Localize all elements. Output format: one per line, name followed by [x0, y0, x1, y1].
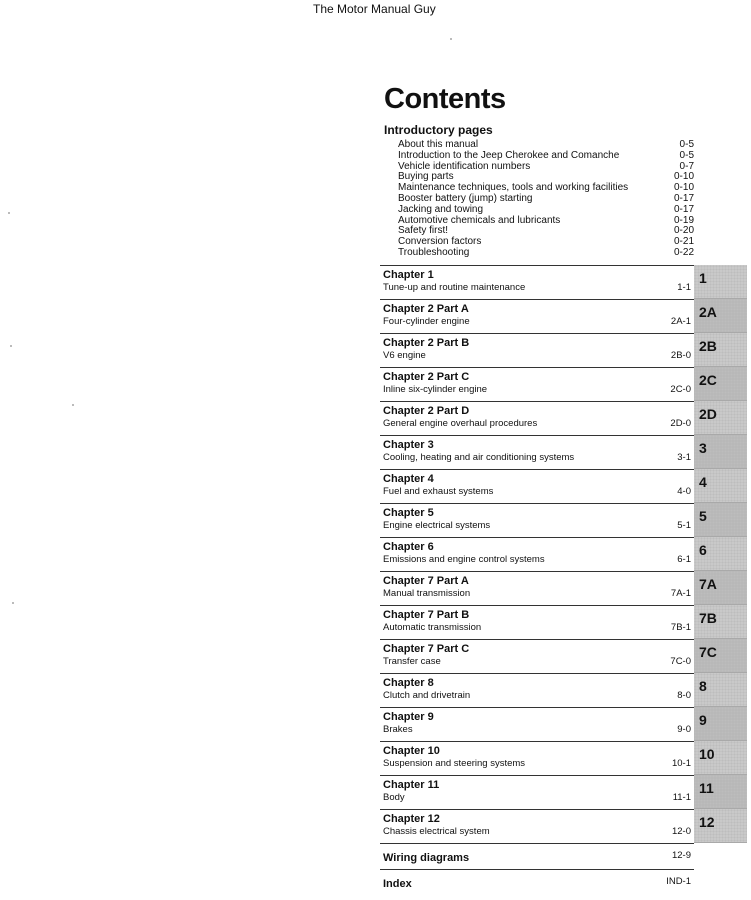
chapter-tab[interactable]: 5	[694, 503, 747, 537]
scan-speck	[10, 345, 12, 347]
chapter-entry[interactable]: Chapter 12 Chassis electrical system 12-0	[380, 809, 694, 843]
chapter-tab[interactable]: 6	[694, 537, 747, 571]
chapter-entry[interactable]: Chapter 7 Part B Automatic transmission 7B-1	[380, 605, 694, 639]
chapter-entry[interactable]: Chapter 2 Part C Inline six-cylinder engine 2C-0	[380, 367, 694, 401]
chapter-tab[interactable]: 7C	[694, 639, 747, 673]
intro-heading: Introductory pages	[384, 123, 493, 137]
intro-item[interactable]: Vehicle identification numbers 0-7	[398, 160, 694, 172]
intro-item[interactable]: Booster battery (jump) starting 0-17	[398, 192, 694, 204]
chapter-entry[interactable]: Chapter 3 Cooling, heating and air conditioning systems 3-1	[380, 435, 694, 469]
chapter-tab[interactable]: 2A	[694, 299, 747, 333]
chapter-tab[interactable]: 7A	[694, 571, 747, 605]
chapter-tab[interactable]: 4	[694, 469, 747, 503]
chapter-entry[interactable]: Chapter 10 Suspension and steering systems 10-1	[380, 741, 694, 775]
chapter-entry[interactable]: Chapter 8 Clutch and drivetrain 8-0	[380, 673, 694, 707]
chapter-entry[interactable]: Chapter 9 Brakes 9-0	[380, 707, 694, 741]
chapter-entry[interactable]: Chapter 2 Part D General engine overhaul procedures 2D-0	[380, 401, 694, 435]
chapter-tab[interactable]: 2B	[694, 333, 747, 367]
intro-item[interactable]: Buying parts 0-10	[398, 171, 694, 183]
intro-item[interactable]: Conversion factors 0-21	[398, 236, 694, 248]
chapter-tab[interactable]: 7B	[694, 605, 747, 639]
chapter-tabs	[694, 265, 747, 843]
scan-speck	[12, 602, 14, 604]
chapter-tab[interactable]: 12	[694, 809, 747, 843]
chapter-tab[interactable]: 10	[694, 741, 747, 775]
intro-item[interactable]: Introduction to the Jeep Cherokee and Comanche 0-5	[398, 149, 694, 161]
chapter-tab[interactable]: 2C	[694, 367, 747, 401]
chapter-entry[interactable]: Chapter 6 Emissions and engine control systems 6-1	[380, 537, 694, 571]
page-title: Contents	[384, 83, 506, 115]
intro-list	[398, 140, 694, 259]
chapter-entry[interactable]: Chapter 7 Part A Manual transmission 7A-1	[380, 571, 694, 605]
index-entry[interactable]: Index IND-1	[380, 869, 694, 895]
intro-item[interactable]: Jacking and towing 0-17	[398, 203, 694, 215]
scan-speck	[72, 404, 74, 406]
wiring-diagrams-entry[interactable]: Wiring diagrams 12-9	[380, 843, 694, 869]
chapter-entry[interactable]: Chapter 4 Fuel and exhaust systems 4-0	[380, 469, 694, 503]
chapter-entry[interactable]: Chapter 1 Tune-up and routine maintenance 1-1	[380, 265, 694, 299]
chapter-tab[interactable]: 11	[694, 775, 747, 809]
intro-item[interactable]: Automotive chemicals and lubricants 0-19	[398, 214, 694, 226]
intro-item[interactable]: Maintenance techniques, tools and working facilities 0-10	[398, 182, 694, 194]
chapter-tab[interactable]: 8	[694, 673, 747, 707]
chapter-tab[interactable]: 1	[694, 265, 747, 299]
chapter-list	[380, 265, 694, 843]
chapter-entry[interactable]: Chapter 5 Engine electrical systems 5-1	[380, 503, 694, 537]
chapter-tab[interactable]: 9	[694, 707, 747, 741]
intro-item[interactable]: About this manual 0-5	[398, 139, 694, 150]
chapter-entry[interactable]: Chapter 2 Part B V6 engine 2B-0	[380, 333, 694, 367]
intro-item[interactable]: Safety first! 0-20	[398, 225, 694, 237]
scan-speck	[8, 212, 10, 214]
scan-speck	[450, 38, 452, 40]
chapter-tab[interactable]: 3	[694, 435, 747, 469]
chapter-entry[interactable]: Chapter 7 Part C Transfer case 7C-0	[380, 639, 694, 673]
chapter-entry[interactable]: Chapter 11 Body 11-1	[380, 775, 694, 809]
chapter-entry[interactable]: Chapter 2 Part A Four-cylinder engine 2A-1	[380, 299, 694, 333]
chapter-tab[interactable]: 2D	[694, 401, 747, 435]
watermark-text: The Motor Manual Guy	[313, 2, 436, 16]
intro-item[interactable]: Troubleshooting 0-22	[398, 246, 694, 258]
